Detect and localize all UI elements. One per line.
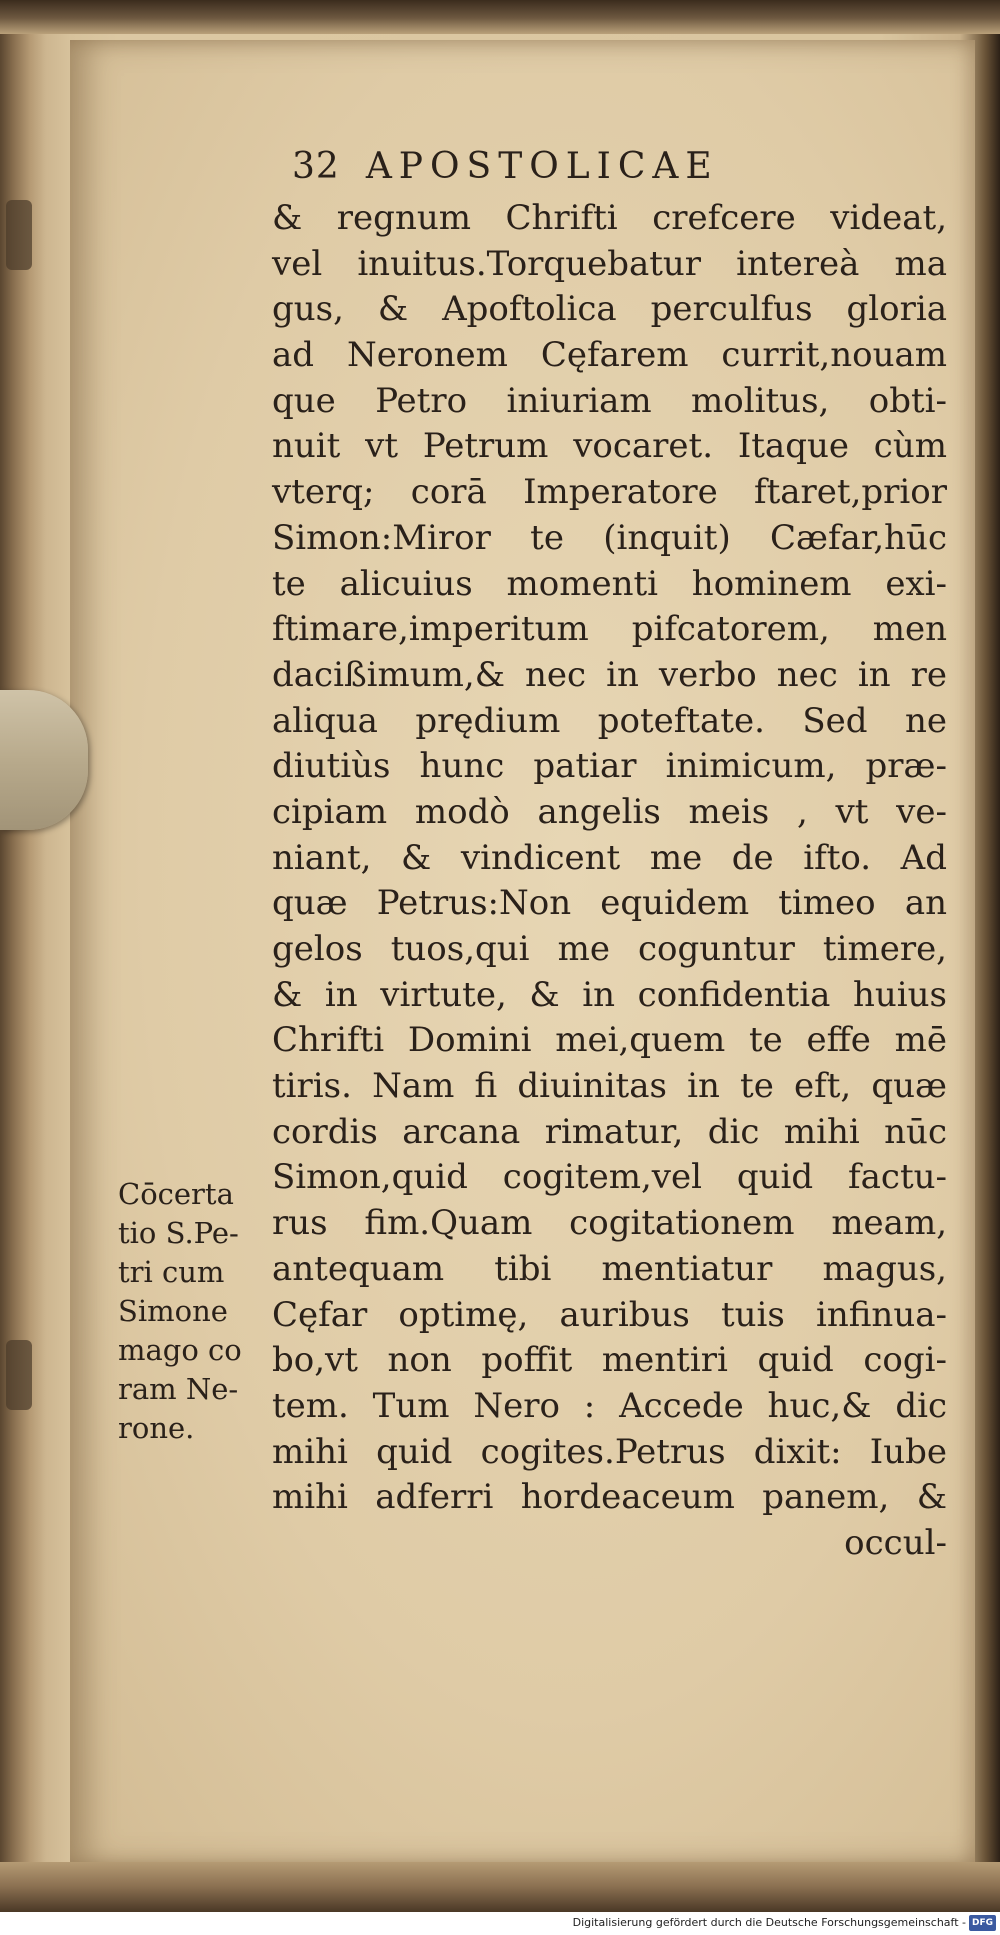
text-line: dacißimum,& nec in verbo nec in re — [272, 654, 947, 695]
spine-mark — [6, 1340, 32, 1410]
text-line: gus, & Apoftolica perculfus gloria — [272, 289, 947, 330]
text-line: diutiùs hunc patiar inimicum, præ- — [272, 746, 947, 787]
dfg-logo: DFG — [969, 1915, 996, 1931]
text-line: cipiam modò angelis meis , vt ve- — [272, 791, 947, 832]
text-line: nuit vt Petrum vocaret. Itaque cùm — [272, 426, 947, 467]
text-line: que Petro iniuriam molitus, obti- — [272, 380, 947, 421]
text-line: cordis arcana rimatur, dic mihi nūc — [272, 1111, 947, 1152]
digitization-footer — [0, 1912, 1000, 1935]
marginal-note-line: tri cum — [118, 1255, 225, 1289]
main-text-block — [272, 196, 947, 1567]
text-line: Cęfar optimę, auribus tuis infinua- — [272, 1294, 947, 1335]
marginal-note-line: Simone — [118, 1294, 228, 1328]
text-line: mihi adferri hordeaceum panem, & — [272, 1477, 947, 1518]
text-line: & in virtute, & in confidentia huius — [272, 974, 947, 1015]
catchword: occul- — [844, 1522, 947, 1563]
marginal-note-line: ram Ne- — [118, 1372, 239, 1406]
text-line: Simon:Miror te (inquit) Cæfar,hūc — [272, 517, 947, 558]
text-line: quæ Petrus:Non equidem timeo an — [272, 883, 947, 924]
text-line: antequam tibi mentiatur magus, — [272, 1248, 947, 1289]
marginal-note — [118, 1175, 288, 1448]
text-line: tem. Tum Nero : Accede huc,& dic — [272, 1385, 947, 1426]
marginal-note-line: rone. — [118, 1411, 195, 1445]
text-line: vel inuitus.Torquebatur intereà ma — [272, 243, 947, 284]
text-line: bo,vt non poffit mentiri quid cogi- — [272, 1340, 947, 1381]
marginal-note-line: mago co — [118, 1333, 242, 1367]
text-line: & regnum Chrifti crefcere videat, — [272, 198, 947, 238]
running-title: APOSTOLICAE — [365, 146, 719, 187]
text-line: Chrifti Domini mei,quem te effe mē — [272, 1020, 947, 1061]
text-line: vterq; corā Imperatore ftaret,prior — [272, 472, 947, 513]
text-line: te alicuius momenti hominem exi- — [272, 563, 947, 604]
text-line: Simon,quid cogitem,vel quid factu- — [272, 1157, 947, 1198]
text-line: ad Neronem Cęfarem currit,nouam — [272, 335, 947, 376]
page-number: 32 — [292, 146, 340, 187]
marginal-note-line: tio S.Pe- — [118, 1216, 239, 1250]
text-line: niant, & vindicent me de ifto. Ad — [272, 837, 947, 878]
text-line: tiris. Nam fi diuinitas in te eft, quæ — [272, 1066, 947, 1107]
text-line: rus fim.Quam cogitationem meam, — [272, 1203, 947, 1244]
book-top-edge — [0, 0, 1000, 34]
text-line: mihi quid cogites.Petrus dixit: Iube — [272, 1431, 947, 1472]
text-line: gelos tuos,qui me coguntur timere, — [272, 929, 947, 969]
funding-credit: Digitalisierung gefördert durch die Deutsche Forschungsgemeinschaft - — [572, 1916, 966, 1929]
text-line: ftimare,imperitum pifcatorem, men — [272, 609, 947, 650]
book-bottom-edge — [0, 1862, 1000, 1912]
marginal-note-line: Cōcerta — [118, 1177, 234, 1211]
text-line: aliqua prędium poteftate. Sed ne — [272, 700, 947, 741]
running-header — [292, 146, 852, 190]
spine-mark — [6, 200, 32, 270]
